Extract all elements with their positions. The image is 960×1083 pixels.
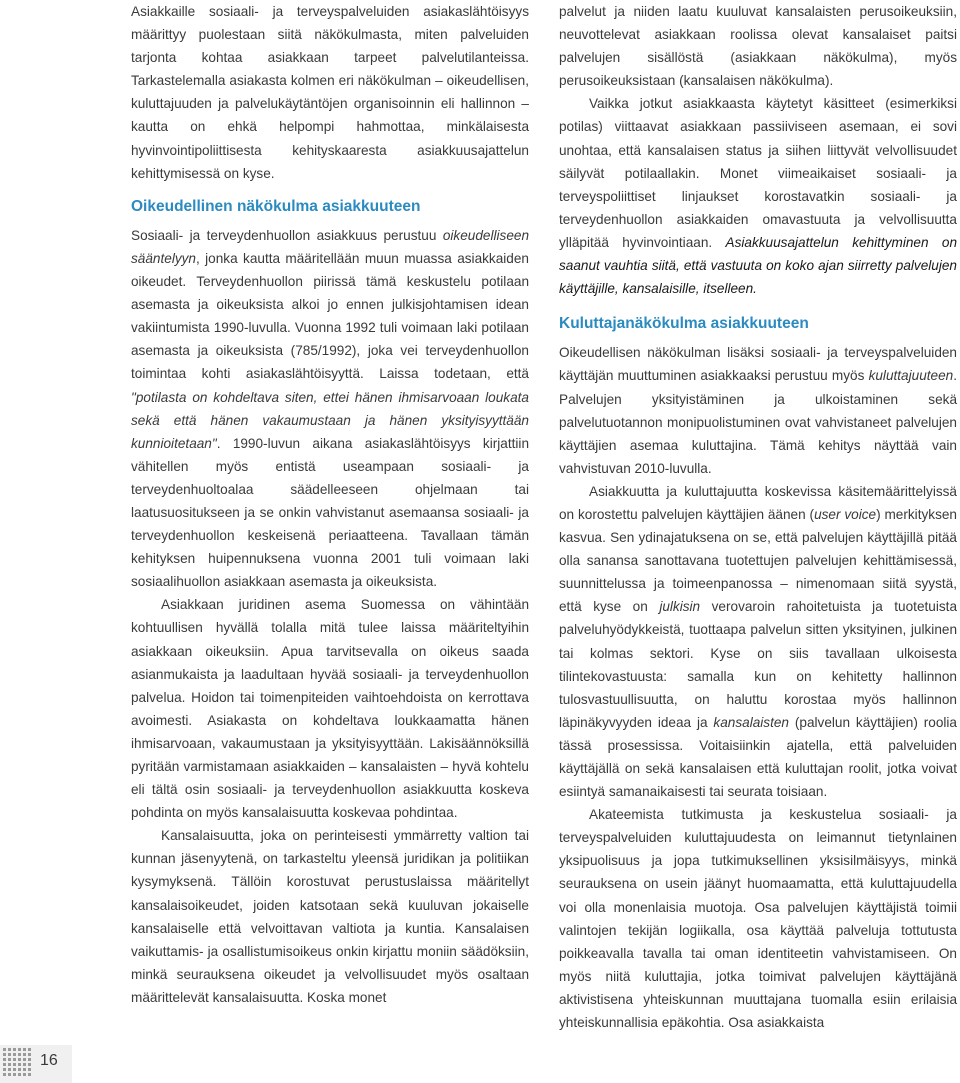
paragraph-intro: Asiakkaille sosiaali- ja terveyspalveluiden asiakaslähtöisyys määrittyy puolestaan siitä näkökulmasta, miten palveluiden tarjonta kohtaa asiakkaan tarpeet palvelutilanteissa. Tarkastelemalla asiakasta kolmen eri näkökulman – oikeudellisen, kuluttajuuden ja palvelukäytäntöjen organisoinnin eli hallinnon – kautta on ehkä helpompi hahmottaa, minkälaisesta hyvinvointipoliittisesta kehityskaaresta asiakkuusajattelun kehittymisessä on kyse. <box>131 4 529 181</box>
section-heading-consumer: Kuluttajanäkökulma asiakkuuteen <box>559 315 809 333</box>
paragraph-continued: palvelut ja niiden laatu kuuluvat kansalaisten perusoikeuksiin, neuvottelevat asiakkaan roolissa olevat kansalaiset paitsi palvelujen sisällöstä (asiakkaan näkökulma), myös perusoikeuksistaan (kansalaisen näkökulma). <box>559 4 957 89</box>
page-footer-block <box>0 1045 72 1083</box>
paragraph-legal-3: Kansalaisuutta, joka on perinteisesti ymmärretty valtion tai kunnan jäsenyytenä, on tarkasteltu yleensä juridikan ja politiikan kysymyksenä. Tällöin korostuvat perustuslaissa määritellyt kansalaisoikeudet, joiden katsotaan sekä kuuluvan jokaiselle kansalaiselle että velvoittavan valtiota ja kuntia. Kansalaisen vaikuttamis- ja osallistumisoikeus onkin kirjattu moniin säädöksiin, minkä seurauksena oikeudet ja velvollisuudet myös osaltaan määrittelevät kansalaisuutta. Koska monet <box>131 828 529 1005</box>
page-number: 16 <box>40 1052 58 1069</box>
paragraph-consumer-2: Asiakkuutta ja kuluttajuutta koskevissa käsitemäärittelyissä on korostettu palvelujen käyttäjien äänen (user voice) merkityksen kasvua. Sen ydinajatuksena on se, että palvelujen käyttäjillä pitää olla sanansa sanottavana tuotettujen palvelujen kehittämisessä, suunnittelussa ja toimeenpanossa – nimenomaan siitä syystä, että kyse on julkisin verovaroin rahoitetuista ja tuotetuista palveluhyödykkeistä, tuottaapa palvelun sitten yksityinen, julkinen tai kolmas sektori. Kyse on siis tavallaan ulkoisesta tilintekovastuusta: samalla kun on kehitetty hallinnon tulosvastuullisuutta, on haluttu korostaa myös hallinnon läpinäkyvyyden ideaa ja kansalaisten (palvelun käyttäjien) roolia tässä prosessissa. Voitaisiinkin ajatella, että palveluiden käyttäjällä on sekä kansalaisen että kuluttajan roolit, jotka voivat esiintyä samanaikaisesti tai seurata toisiaan. <box>559 483 958 800</box>
paragraph-responsibility: Vaikka jotkut asiakkaasta käytetyt käsitteet (esimerkiksi potilas) viittaavat asiakkaan passiiviseen asemaan, ei sovi unohtaa, että kansalaisen status ja siihen liittyvät velvollisuudet säilyvät potilaallakin. Monet viimeaikaiset sosiaali- ja terveyspoliittiset linjaukset korostavatkin sosiaali- ja terveydenhuollon asiakkaiden omavastuuta ja velvollisuutta ylläpitää hyvinvointiaan. Asiakkuusajattelun kehittyminen on saanut vauhtia siitä, että vastuuta on koko ajan siirretty palvelujen käyttäjille, kansalaisille, itselleen. <box>559 96 958 297</box>
section-heading-legal: Oikeudellinen näkökulma asiakkuuteen <box>131 197 421 215</box>
paragraph-consumer-3: Akateemista tutkimusta ja keskustelua sosiaali- ja terveyspalveluiden kuluttajuudesta on leimannut tietynlainen yksipuolisuus ja jopa tutkimuksellinen yksisilmäisyys, minkä seurauksena on usein jäänyt huomaamatta, että kuluttajuudella voi olla monenlaisia muotoja. Osa palvelujen käyttäjistä toimii valintojen tekijän logiikalla, osa käyttää palveluja tottutusta poikkeavalla tavalla tai oman identiteetin vahvistamiseen. On myös niitä kuluttajia, jotka toimivat palvelujen käyttäjänä aktivistisena yhteiskunnan muuttajana tuomalla esiin erilaisia yhteiskunnallisia epäkohtia. Osa asiakkaista <box>559 807 957 1031</box>
paragraph-consumer-1: Oikeudellisen näkökulman lisäksi sosiaali- ja terveyspalveluiden käyttäjän muuttuminen asiakkaaksi perustuu myös kuluttajuuteen. Palvelujen yksityistäminen ja ulkoistaminen sekä palvelutuotannon monipuolistuminen ovat vahvistaneet palvelujen käyttäjien asemaa kuluttajina. Tämä kehitys näyttää vain vahvistuvan 2010-luvulla. <box>559 345 957 476</box>
right-column <box>559 0 957 1034</box>
paragraph-legal-2: Asiakkaan juridinen asema Suomessa on vähintään kohtuullisen hyvällä tolalla mitä tulee laissa määriteltyihin asiakkaan oikeuksiin. Apua tarvitsevalla on oikeus saada asianmukaista ja laadultaan hyvää sosiaali- ja terveydenhuollon palvelua. Hoidon tai toimenpiteiden vaihtoehdoista on kerrottava avoimesti. Asiakasta on kohdeltava loukkaamatta hänen ihmisarvoaan, vakaumustaan ja yksityisyyttään. Lakisäännöksillä pyritään varmistamaan asiakkaiden – kansalaisten – hyvä kohtelu eli tältä osin sosiaali- ja terveydenhuollon asiakkuutta koskeva pohdinta on myös kansalaisuutta koskevaa pohdintaa. <box>131 597 529 821</box>
grid-pattern-icon <box>3 1048 33 1080</box>
left-column <box>131 0 529 1009</box>
paragraph-legal-1: Sosiaali- ja terveydenhuollon asiakkuus perustuu oikeudelliseen sääntelyyn, jonka kautta määritellään muun muassa asiakkaiden oikeudet. Terveydenhuollon piirissä tämä keskustelu potilaan asemasta ja oikeuksista alkoi jo ennen julkisjohtamisen idean vakiintumista 1990-luvulla. Vuonna 1992 tuli voimaan laki potilaan asemasta ja oikeuksista (785/1992), joka vei terveydenhuollon toimintaa kohti asiakaslähtöisyyttä. Laissa todetaan, että "potilasta on kohdeltava siten, ettei hänen ihmisarvoaan loukata sekä että hänen vakaumustaan ja hänen yksityisyyttään kunnioitetaan". 1990-luvun aikana asiakaslähtöisyys kirjattiin vähitellen myös entistä useampaan sosiaali- ja terveydenhuoltoalaa säädelleeseen ohjelmaan tai laatusuositukseen ja se onkin vahvistanut asemaansa sosiaali- ja terveydenhuollon keskeisenä periaatteena. Tavallaan tämän kehityksen huipennuksena vuonna 2001 tuli voimaan laki sosiaalihuollon asiakkaan asemasta ja oikeuksista. <box>131 227 529 590</box>
